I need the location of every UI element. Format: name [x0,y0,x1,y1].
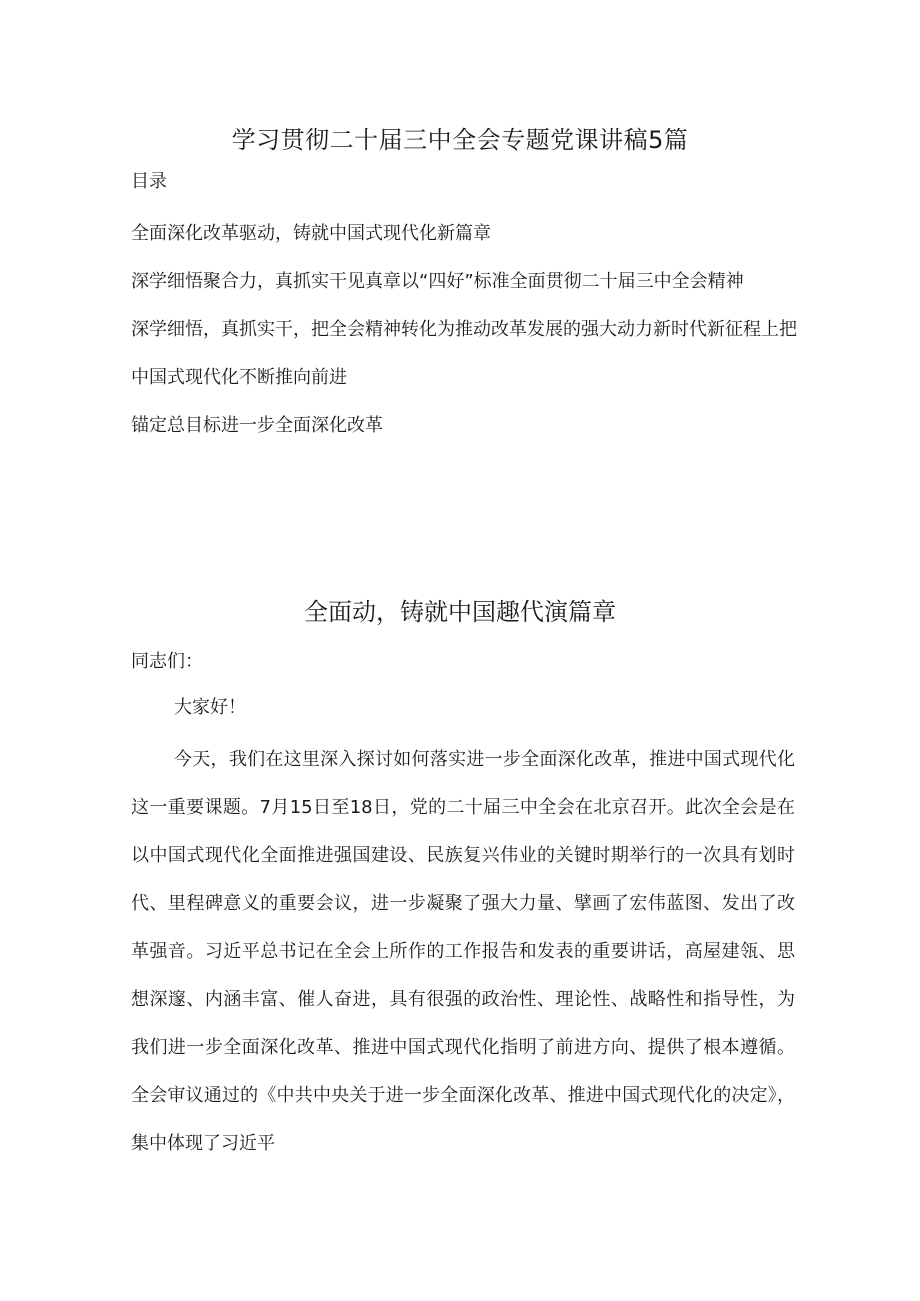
toc-item[interactable]: 深学细悟，真抓实干，把全会精神转化为推动改革发展的强大动力新时代新征程上把中国式现代化不断推向前进 [131,319,797,388]
toc-item[interactable]: 深学细悟聚合力，真抓实干见真章以“四好”标准全面贯彻二十届三中全会精神 [131,271,744,292]
table-of-contents [131,210,801,450]
document-title: 学习贯彻二十届三中全会专题党课讲稿5篇 [231,126,689,154]
toc-item[interactable]: 全面深化改革驱动，铸就中国式现代化新篇章 [131,223,491,244]
greeting: 大家好！ [174,697,246,718]
salutation: 同志们： [131,651,203,672]
toc-heading: 目录 [131,171,167,192]
toc-item[interactable]: 锚定总目标进一步全面深化改革 [131,415,383,436]
body-paragraph: 今天，我们在这里深入探讨如何落实进一步全面深化改革，推进中国式现代化这一重要课题。7月15日至18日，党的二十届三中全会在北京召开。此次全会是在以中国式现代化全面推进强国建设、民族复兴伟业的关键时期举行的一次具有划时代、里程碑意义的重要会议，进一步凝聚了强大力量、擘画了宏伟蓝图、发出了改革强音。习近平总书记在全会上所作的工作报告和发表的重要讲话，高屋建瓴、思想深邃、内涵丰富、催人奋进，具有很强的政治性、理论性、战略性和指导性，为我们进一步全面深化改革、推进中国式现代化指明了前进方向、提供了根本遵循。全会审议通过的《中共中央关于进一步全面深化改革、推进中国式现代化的决定》，集中体现了习近平 [131,749,795,1154]
section-title: 全面动，铸就中国趣代演篇章 [304,598,616,626]
